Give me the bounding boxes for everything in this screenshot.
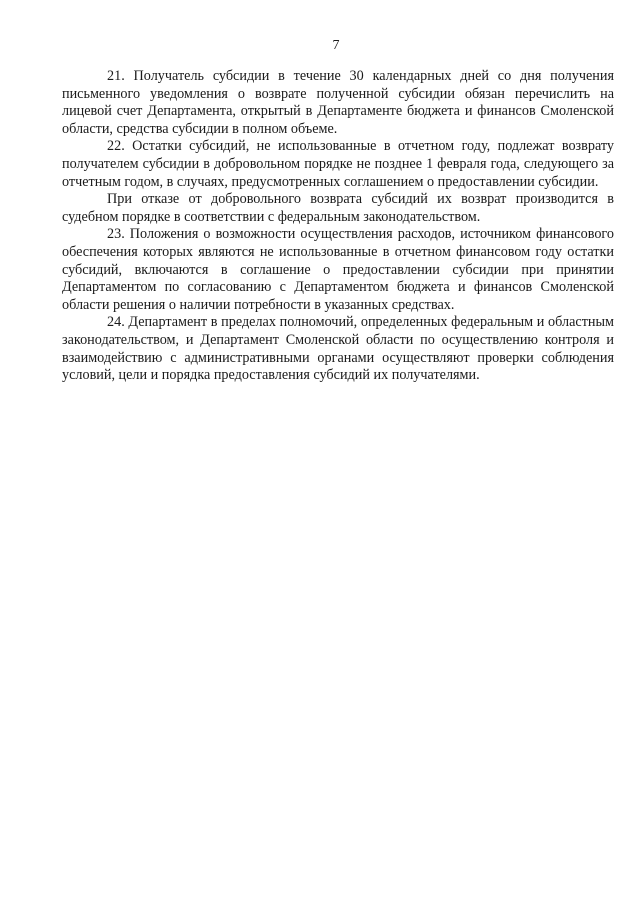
page-number: 7	[332, 38, 340, 53]
paragraph-22-refusal: При отказе от добровольного возврата субсидий их возврат производится в судебном порядке в соответствии с федеральным законодательством.	[62, 191, 614, 225]
paragraph-21: 21. Получатель субсидии в течение 30 календарных дней со дня получения письменного уведомления о возврате полученной субсидии обязан перечислить на лицевой счет Департамента, открытый в Департаменте бюджета и финансов Смоленской области, средства субсидии в полном объеме.	[62, 68, 614, 137]
document-body	[62, 68, 614, 385]
paragraph-22: 22. Остатки субсидий, не использованные в отчетном году, подлежат возврату получателем субсидии в добровольном порядке не позднее 1 февраля года, следующего за отчетным годом, в случаях, предусмотренных соглашением о предоставлении субсидии.	[62, 138, 614, 190]
paragraph-24: 24. Департамент в пределах полномочий, определенных федеральным и областным законодательством, и Департамент Смоленской области по осуществлению контроля и взаимодействию с административными органами осуществляют проверки соблюдения условий, цели и порядка предоставления субсидий их получателями.	[62, 314, 614, 384]
paragraph-23: 23. Положения о возможности осуществления расходов, источником финансового обеспечения которых являются не использованные в отчетном финансовом году остатки субсидий, включаются в соглашение о предоставлении субсидии при принятии Департаментом по согласованию с Департаментом бюджета и финансов Смоленской области решения о наличии потребности в указанных средствах.	[62, 226, 614, 313]
